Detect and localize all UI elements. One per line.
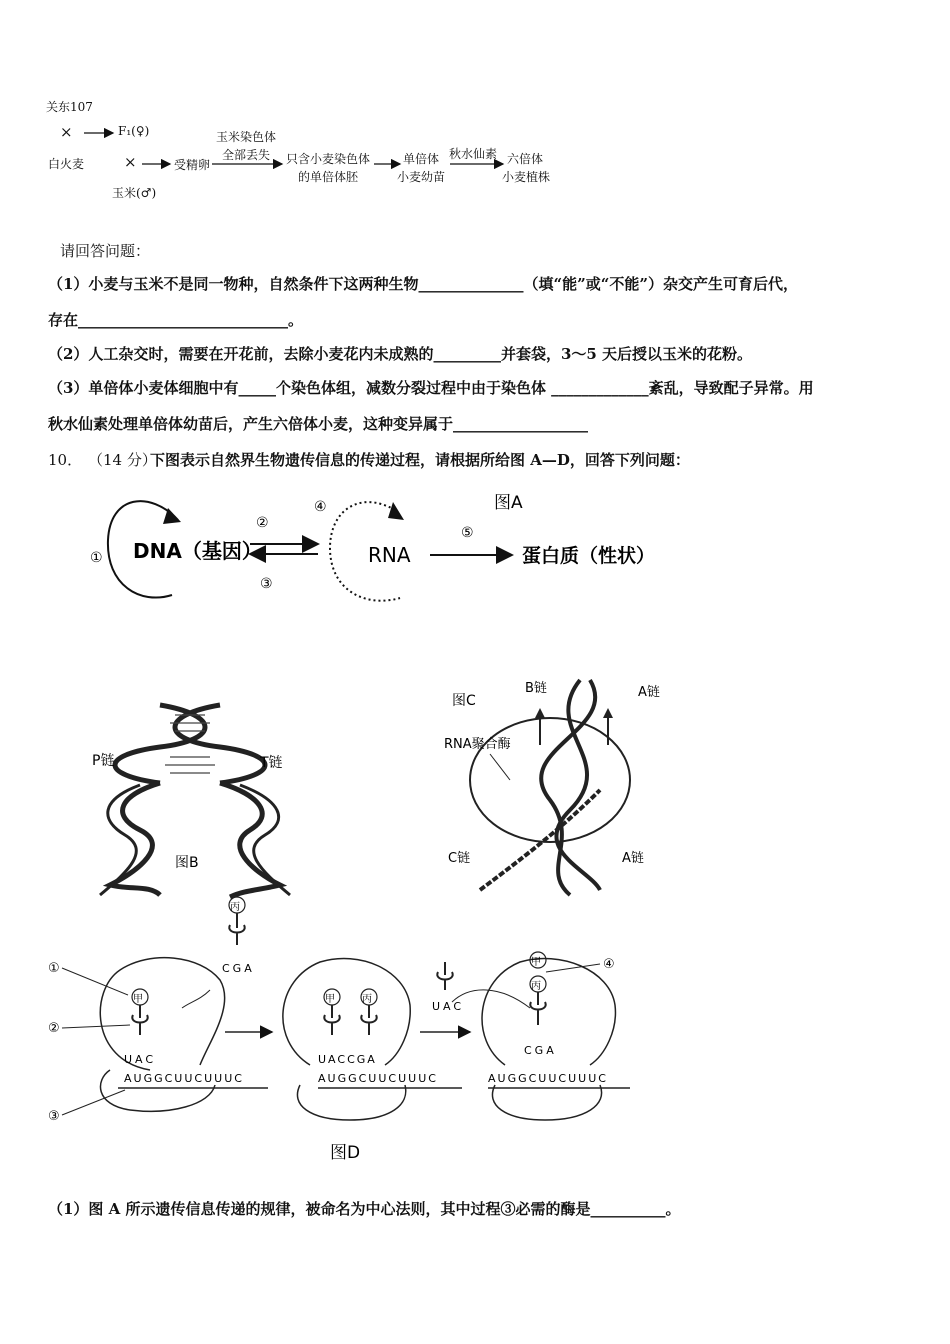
haploid-embryo-line2: 的单倍体胚 — [298, 170, 359, 184]
figure-c-transcription — [440, 670, 680, 910]
ribosome-3-small — [492, 1085, 601, 1120]
ribosome-2-small — [297, 1085, 405, 1120]
r1-trna-icon — [132, 1005, 147, 1035]
c-chain-label: C链 — [448, 851, 471, 866]
callout-4: ④ — [603, 957, 615, 972]
r2-trna-1-icon — [324, 1005, 339, 1035]
callout-3: ③ — [48, 1109, 60, 1124]
ribosome-2-large — [283, 959, 410, 1065]
step-corn-chrom-label: 玉米染色体 — [216, 130, 277, 144]
dna-gene-label: DNA（基因） — [133, 539, 262, 563]
a-chain-bottom-label: A链 — [622, 851, 644, 866]
prompt-text: 请回答问题： — [60, 242, 151, 260]
trna-top-anticodon: CGA — [222, 962, 255, 975]
r1-mrna: AUGGCUUCUUUC — [124, 1072, 244, 1085]
q10-text: 下图表示自然界生物遗传信息的传递过程，请根据所给图 A—D，回答下列问题： — [150, 451, 690, 469]
b-chain-label: B链 — [525, 681, 547, 696]
callout-2: ② — [48, 1021, 60, 1036]
rna-strand-c — [480, 790, 600, 890]
figure-a-central-dogma — [0, 480, 700, 620]
parent-guandong107: 关东107 — [46, 100, 93, 114]
r2-bing: 丙 — [362, 994, 372, 1005]
trna-top-icon — [229, 913, 244, 945]
r1-anticodon: UAC — [124, 1053, 157, 1066]
haploid-embryo-line1: 只含小麦染色体 — [286, 152, 371, 166]
r1-jia: 甲 — [133, 994, 143, 1005]
t-chain-label: T链 — [260, 755, 283, 771]
r2-anticodons: UACCGA — [318, 1053, 377, 1066]
protein-trait-label: 蛋白质（性状） — [522, 545, 656, 567]
process-3-label: ③ — [260, 576, 273, 592]
rna-replication-arrowhead — [388, 502, 404, 520]
corn-male: 玉米(♂) — [112, 186, 157, 200]
r3-jia: 甲 — [531, 957, 541, 968]
rna-polymerase-label: RNA聚合酶 — [444, 737, 511, 752]
fertilized-egg: 受精卵 — [174, 158, 211, 172]
q3-line1: （3）单倍体小麦体细胞中有_____个染色体组，减数分裂过程中由于染色体 _____________紊乱，导致配子异常。用 — [48, 379, 814, 397]
r3-mrna: AUGGCUUCUUUC — [488, 1072, 608, 1085]
q1-line1: （1）小麦与玉米不是同一物种，自然条件下这两种生物______________（填“能”或“不能”）杂交产生可育后代， — [48, 275, 798, 293]
r2-mrna: AUGGCUUCUUUC — [318, 1072, 438, 1085]
q1-line2: 存在____________________________。 — [48, 311, 304, 329]
haploid-seedling-line1: 单倍体 — [403, 152, 440, 166]
helix-strand-2 — [175, 705, 265, 783]
process-5-label: ⑤ — [461, 525, 474, 541]
haploid-seedling-line2: 小麦幼苗 — [397, 170, 446, 184]
r2-trna-2-icon — [361, 1005, 376, 1035]
rna-label: RNA — [368, 543, 411, 567]
hexaploid-line2: 小麦植株 — [502, 170, 551, 184]
process-2-label: ② — [256, 515, 269, 531]
figure-a-title: 图A — [494, 493, 523, 513]
process-1-label: ① — [90, 550, 103, 566]
parent-baihuomai: 白火麦 — [48, 157, 85, 171]
trna-top-bing: 丙 — [230, 902, 240, 913]
a-chain-top-label: A链 — [638, 685, 660, 700]
r3-bing: 丙 — [531, 981, 541, 992]
q2-text: （2）人工杂交时，需要在开花前，去除小麦花内未成熟的_________并套袋，3～5 天后授以玉米的花粉。 — [48, 345, 753, 363]
cross-symbol-2: × — [124, 153, 137, 171]
r3-trna-icon — [530, 992, 545, 1025]
left-new-strand — [100, 785, 140, 895]
figure-d-title: 图D — [330, 1143, 361, 1163]
ribosome-1-large — [100, 958, 224, 1070]
p-chain-label: P链 — [92, 753, 115, 769]
q10-number: 10． — [48, 451, 83, 469]
final-question: （1）图 A 所示遗传信息传递的规律，被命名为中心法则，其中过程③必需的酶是__________。 — [48, 1200, 681, 1218]
helix-strand-1 — [115, 705, 205, 783]
callout-1: ① — [48, 961, 60, 976]
r2-jia: 甲 — [325, 994, 335, 1005]
f1-female: F₁(♀) — [118, 124, 150, 138]
leaving-trna-anticodon: UAC — [432, 1000, 465, 1013]
process-4-label: ④ — [314, 499, 327, 515]
q10-points: （14 分） — [88, 451, 157, 469]
r3-anticodon: CGA — [524, 1044, 557, 1057]
cross-diagram-arrows — [0, 0, 950, 220]
figure-b-dna-replication — [80, 685, 320, 910]
hexaploid-line1: 六倍体 — [507, 152, 544, 166]
step-all-lost-label: 全部丢失 — [222, 148, 271, 162]
figure-c-title: 图C — [452, 693, 476, 709]
leaving-trna-icon — [437, 962, 452, 990]
colchicine-label: 秋水仙素 — [449, 147, 498, 161]
cross-symbol-1: × — [60, 123, 73, 141]
q3-line2: 秋水仙素处理单倍体幼苗后，产生六倍体小麦，这种变异属于__________________ — [48, 415, 589, 433]
figure-b-title: 图B — [175, 855, 199, 871]
figure-d-translation — [0, 890, 700, 1180]
